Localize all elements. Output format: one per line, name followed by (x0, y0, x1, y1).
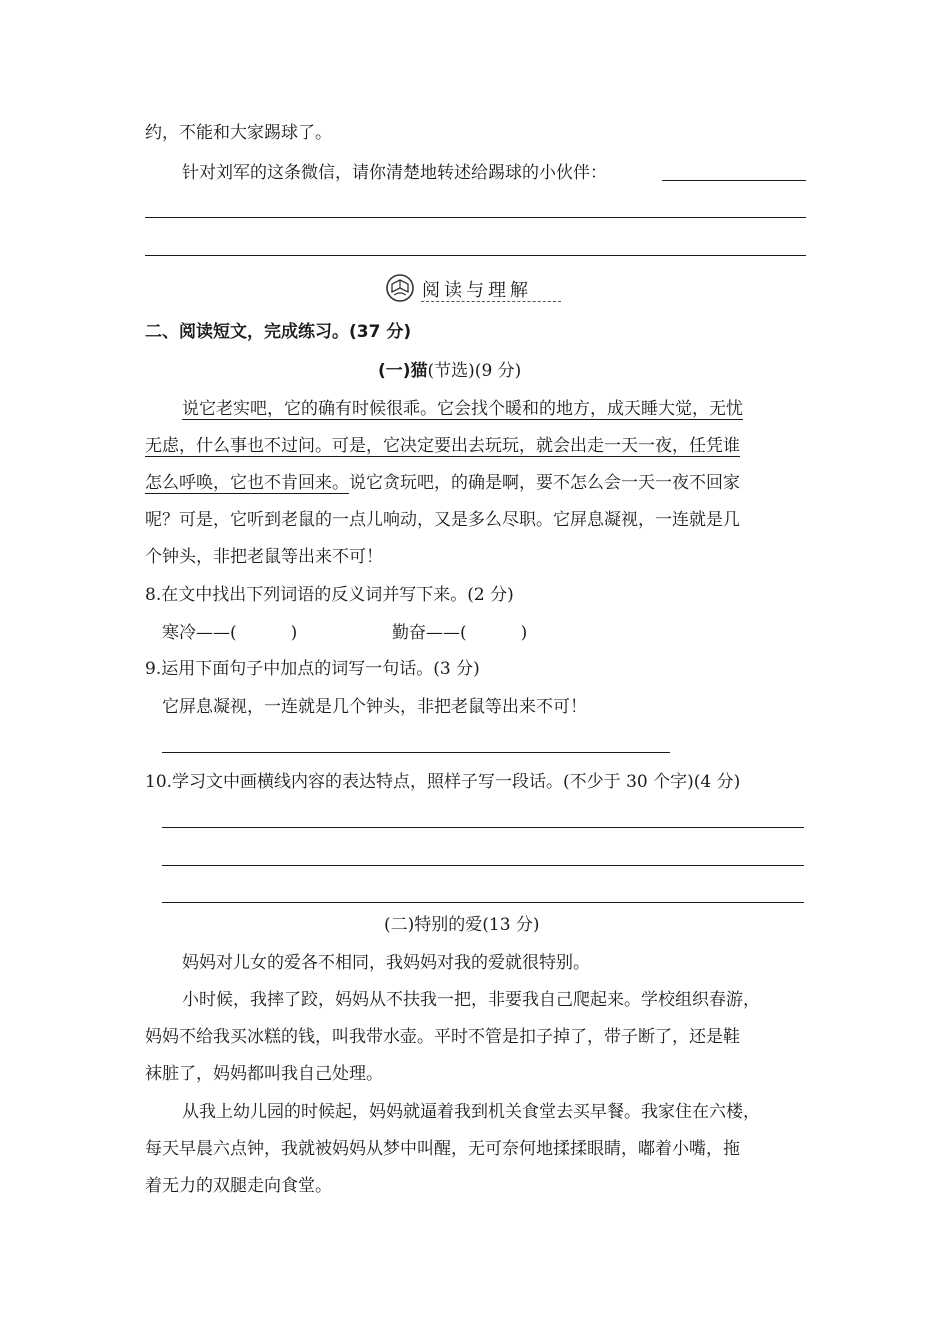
answer-line[interactable] (162, 902, 804, 903)
question-9: 9.运用下面句子中加点的词写一句话。(3 分) (145, 659, 480, 679)
antonym-item (392, 621, 527, 645)
text-line: 约，不能和大家踢球了。 (145, 123, 332, 143)
answer-line[interactable] (662, 180, 806, 181)
passage-title (378, 359, 521, 383)
section-banner (385, 272, 563, 306)
answer-line[interactable] (145, 255, 806, 256)
passage-line: 妈妈不给我买冰糕的钱，叫我带水壶。平时不管是扣子掉了，带子断了，还是鞋 (145, 1027, 740, 1047)
passage-title-rest: (节选)(9 分) (427, 361, 522, 381)
passage-line: 呢？可是，它听到老鼠的一点儿响动，又是多么尽职。它屏息凝视，一连就是几 (145, 510, 740, 530)
reading-book-icon (385, 273, 415, 303)
passage-line: 妈妈对儿女的爱各不相同，我妈妈对我的爱就很特别。 (182, 953, 590, 973)
underlined-text: 说它老实吧，它的确有时候很乖。它会找个暖和的地方，成天睡大觉，无忧 (182, 399, 743, 419)
antonym-item (162, 621, 297, 645)
antonym-label: 寒冷——( (162, 623, 237, 643)
question-heading: 二、阅读短文，完成练习。(37 分) (145, 322, 412, 342)
passage-line (145, 471, 740, 495)
section-title: 阅读与理解 (422, 280, 532, 301)
passage-line: 个钟头，非把老鼠等出来不可！ (145, 547, 383, 567)
passage-title-bold: (一)猫 (378, 361, 428, 381)
question-prompt: 针对刘军的这条微信，请你清楚地转述给踢球的小伙伴： (182, 163, 607, 183)
question-10: 10.学习文中画横线内容的表达特点，照样子写一段话。(不少于 30 个字)(4 分) (145, 772, 741, 792)
passage-text: 说它贪玩吧，的确是啊，要不怎么会一天一夜不回家 (349, 473, 740, 493)
passage-line: 从我上幼儿园的时候起，妈妈就逼着我到机关食堂去买早餐。我家住在六楼， (182, 1102, 760, 1122)
antonym-label: 勤奋——( (392, 623, 467, 643)
example-sentence: 它屏息凝视，一连就是几个钟头，非把老鼠等出来不可！ (162, 697, 587, 717)
passage-line: 袜脏了，妈妈都叫我自己处理。 (145, 1064, 383, 1084)
answer-line[interactable] (162, 865, 804, 866)
underlined-text: 无虑，什么事也不过问。可是，它决定要出去玩玩，就会出走一天一夜，任凭谁 (145, 436, 740, 456)
answer-line[interactable] (145, 217, 806, 218)
passage-title: (二)特别的爱(13 分) (384, 915, 540, 935)
underlined-text: 怎么呼唤，它也不肯回来。 (145, 473, 349, 493)
close-paren: ) (290, 623, 298, 643)
question-8: 8.在文中找出下列词语的反义词并写下来。(2 分) (145, 585, 514, 605)
passage-line: 每天早晨六点钟，我就被妈妈从梦中叫醒，无可奈何地揉揉眼睛，嘟着小嘴，拖 (145, 1139, 740, 1159)
passage-line: 着无力的双腿走向食堂。 (145, 1176, 332, 1196)
banner-underline (421, 301, 561, 302)
answer-line[interactable] (162, 827, 804, 828)
passage-line: 小时候，我摔了跤，妈妈从不扶我一把，非要我自己爬起来。学校组织春游， (182, 990, 760, 1010)
answer-line[interactable] (162, 752, 670, 753)
close-paren: ) (520, 623, 528, 643)
